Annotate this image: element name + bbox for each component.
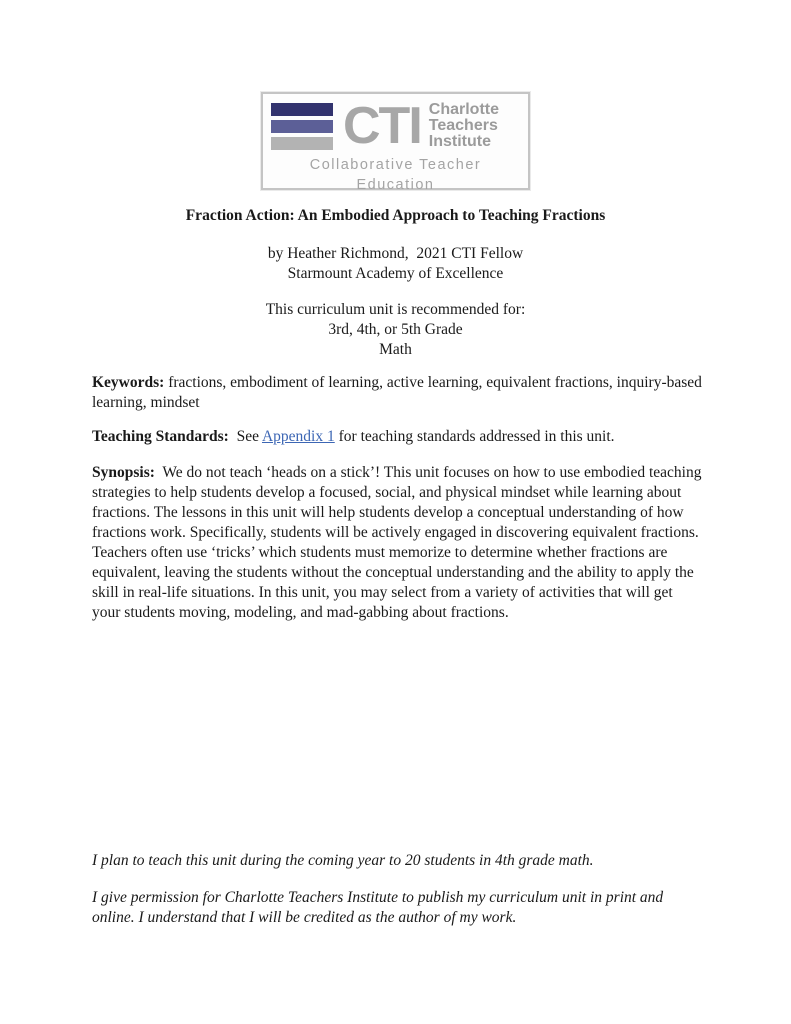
keywords-text: fractions, embodiment of learning, active learning, equivalent fractions, inquiry-based learning, mindset [92,374,706,411]
appendix-1-link[interactable]: Appendix 1 [261,428,335,445]
cti-logo-bars [271,103,333,150]
recommended-block [0,300,791,360]
logo-bar-top [271,103,333,116]
permission-note: I give permission for Charlotte Teachers Institute to publish my curriculum unit in print and online. I understand that I will be credited as the author of my work. [92,889,664,926]
cti-institute-name [429,102,499,150]
teaching-standards-paragraph [92,427,704,447]
recommended-grades: 3rd, 4th, or 5th Grade [328,321,463,338]
byline-block [0,244,791,284]
logo-bar-mid [271,120,333,133]
synopsis-label: Synopsis: [92,464,155,481]
author-school: Starmount Academy of Excellence [287,265,504,282]
cti-logo-top-row [271,97,520,155]
cti-name-line-1: Charlotte [428,101,499,118]
cti-name-line-2: Teachers [428,117,498,134]
keywords-paragraph [92,373,704,413]
keywords-label: Keywords: [92,374,165,391]
cti-name-line-3: Institute [428,133,491,150]
synopsis-text: We do not teach ‘heads on a stick’! This unit focuses on how to use embodied teaching strategies to help students develop a focused, social, and physical mindset while learning about fractions. The lessons in this unit will help students develop a conceptual understanding of how fractions work. Specifically, students will be actively engaged in discovering equivalent fractions. Teachers often use ‘tricks’ which students must memorize to determine whether fractions are equivalent, leaving the students without the conceptual understanding and the ability to apply the skill in real-life situations. In this unit, you may select from a variety of activities that will get your students moving, modeling, and mad-gabbing about fractions. [92,464,706,621]
teaching-plan-note: I plan to teach this unit during the coming year to 20 students in 4th grade math. [92,852,594,869]
teaching-standards-post: for teaching standards addressed in this unit. [334,428,615,445]
teaching-standards-label: Teaching Standards: [92,428,229,445]
unit-title: Fraction Action: An Embodied Approach to Teaching Fractions [185,207,606,224]
synopsis-paragraph [92,463,704,623]
cti-tagline: Collaborative Teacher Education [309,157,482,193]
teaching-standards-pre: See [228,428,262,445]
recommended-subject: Math [379,341,412,358]
logo-bar-bottom [271,137,333,150]
cti-logo [261,92,530,193]
cti-acronym: CTI [343,97,421,155]
recommended-intro: This curriculum unit is recommended for: [265,301,526,318]
author-byline: by Heather Richmond, 2021 CTI Fellow [267,245,524,262]
